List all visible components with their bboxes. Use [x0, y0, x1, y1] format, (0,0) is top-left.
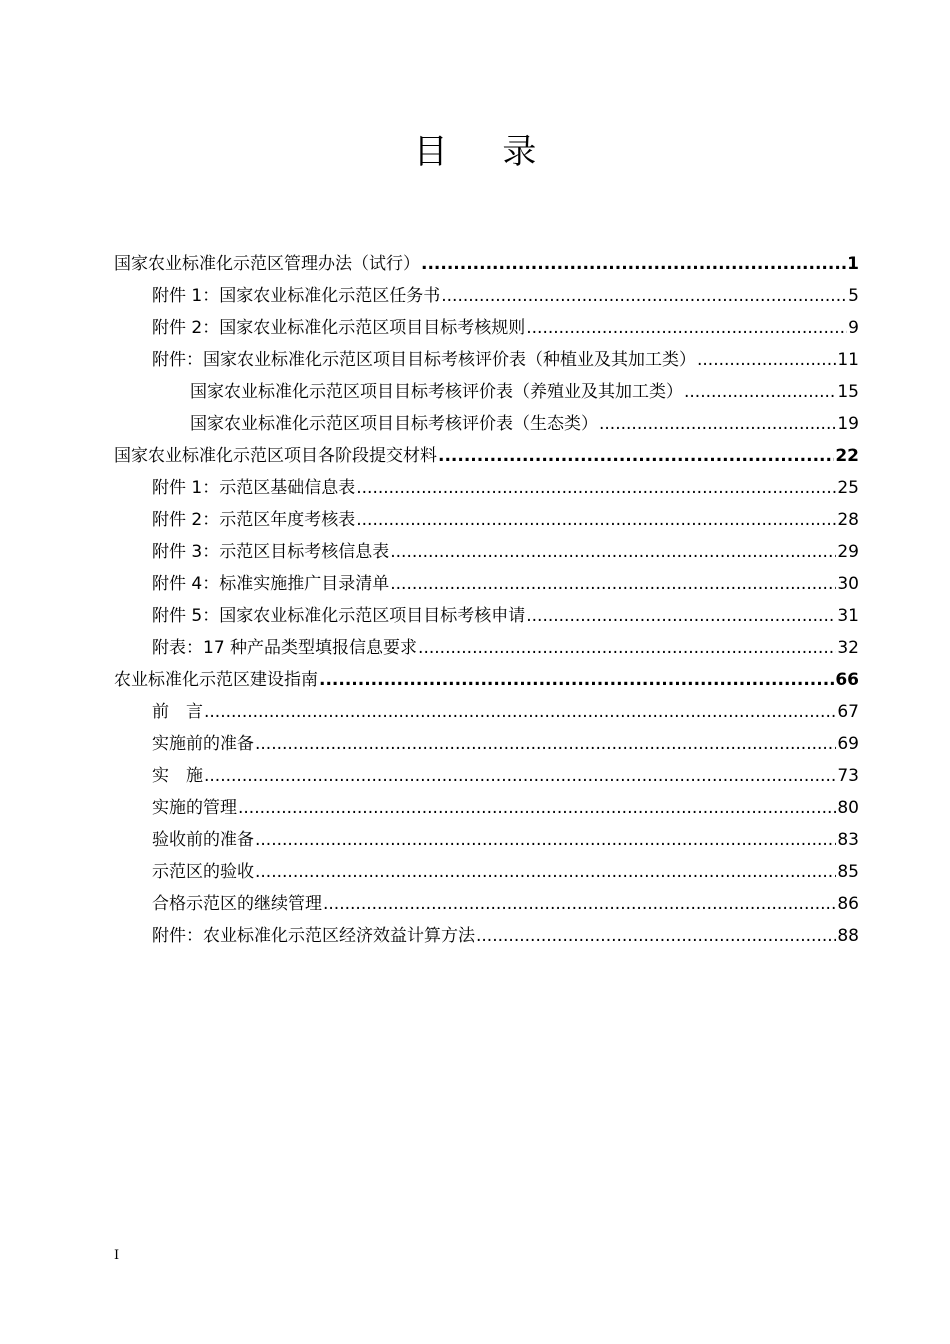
toc-page-number: 31	[837, 606, 859, 626]
toc-leader-dots	[476, 920, 836, 952]
toc-entry-label: 附件 1：示范区基础信息表	[152, 478, 356, 498]
toc-entry[interactable]	[114, 824, 859, 856]
toc-entry[interactable]	[114, 696, 859, 728]
toc-leader-dots	[204, 760, 836, 792]
toc-leader-dots	[238, 792, 836, 824]
toc-leader-dots	[526, 312, 847, 344]
toc-entry-label: 验收前的准备	[152, 830, 254, 850]
toc-entry[interactable]	[114, 440, 859, 472]
toc-entry-label: 实施的管理	[152, 798, 237, 818]
table-of-contents	[114, 248, 859, 952]
toc-page-number: 22	[835, 446, 859, 466]
toc-page-number: 30	[837, 574, 859, 594]
toc-page-number: 11	[837, 350, 859, 370]
toc-leader-dots	[526, 600, 836, 632]
toc-entry-label: 附件 4：标准实施推广目录清单	[152, 574, 390, 594]
toc-page-number: 32	[837, 638, 859, 658]
footer-page-number: I	[114, 1248, 120, 1263]
toc-entry-label: 国家农业标准化示范区项目目标考核评价表（生态类）	[190, 414, 598, 434]
toc-entry-label: 附件 3：示范区目标考核信息表	[152, 542, 390, 562]
toc-entry-label: 附件 5：国家农业标准化示范区项目目标考核申请	[152, 606, 526, 626]
toc-leader-dots	[356, 472, 836, 504]
toc-page-number: 9	[848, 318, 859, 338]
toc-leader-dots	[390, 536, 836, 568]
toc-entry-label: 附件 2：示范区年度考核表	[152, 510, 356, 530]
toc-entry[interactable]	[114, 600, 859, 632]
toc-leader-dots	[255, 856, 836, 888]
toc-leader-dots	[319, 664, 834, 696]
toc-entry[interactable]	[114, 504, 859, 536]
toc-leader-dots	[418, 632, 836, 664]
toc-entry-label: 国家农业标准化示范区项目各阶段提交材料	[114, 446, 437, 466]
toc-entry[interactable]	[114, 760, 859, 792]
toc-page-number: 1	[847, 254, 859, 274]
toc-entry[interactable]	[114, 568, 859, 600]
toc-entry[interactable]	[114, 280, 859, 312]
toc-page-number: 25	[837, 478, 859, 498]
toc-entry[interactable]	[114, 344, 859, 376]
toc-page-number: 29	[837, 542, 859, 562]
toc-page-number: 80	[837, 798, 859, 818]
toc-entry-label: 实 施	[152, 766, 203, 786]
toc-entry[interactable]	[114, 376, 859, 408]
toc-leader-dots	[441, 280, 847, 312]
toc-entry-label: 前 言	[152, 702, 203, 722]
toc-entry-label: 实施前的准备	[152, 734, 254, 754]
toc-page-number: 15	[837, 382, 859, 402]
toc-entry[interactable]	[114, 312, 859, 344]
toc-entry-label: 示范区的验收	[152, 862, 254, 882]
toc-page-number: 88	[837, 926, 859, 946]
toc-leader-dots	[356, 504, 836, 536]
toc-page-number: 83	[837, 830, 859, 850]
toc-entry-label: 附件：国家农业标准化示范区项目目标考核评价表（种植业及其加工类）	[152, 350, 696, 370]
toc-page-number: 28	[837, 510, 859, 530]
toc-page-number: 19	[837, 414, 859, 434]
toc-leader-dots	[323, 888, 836, 920]
toc-entry-label: 国家农业标准化示范区管理办法（试行）	[114, 254, 420, 274]
toc-leader-dots	[599, 408, 836, 440]
toc-entry-label: 国家农业标准化示范区项目目标考核评价表（养殖业及其加工类）	[190, 382, 683, 402]
toc-leader-dots	[255, 824, 836, 856]
toc-entry-label: 附件 2：国家农业标准化示范区项目目标考核规则	[152, 318, 526, 338]
toc-entry[interactable]	[114, 536, 859, 568]
toc-page-number: 86	[837, 894, 859, 914]
toc-page-number: 67	[837, 702, 859, 722]
toc-entry-label: 合格示范区的继续管理	[152, 894, 322, 914]
toc-page-number: 5	[848, 286, 859, 306]
toc-leader-dots	[390, 568, 836, 600]
toc-leader-dots	[438, 440, 834, 472]
toc-entry-label: 附表：17 种产品类型填报信息要求	[152, 638, 418, 658]
toc-leader-dots	[255, 728, 836, 760]
toc-entry[interactable]	[114, 664, 859, 696]
toc-entry[interactable]	[114, 728, 859, 760]
toc-entry[interactable]	[114, 248, 859, 280]
toc-entry[interactable]	[114, 856, 859, 888]
toc-entry[interactable]	[114, 408, 859, 440]
toc-entry[interactable]	[114, 792, 859, 824]
toc-leader-dots	[684, 376, 836, 408]
toc-page-number: 69	[837, 734, 859, 754]
toc-page-number: 85	[837, 862, 859, 882]
toc-entry[interactable]	[114, 632, 859, 664]
toc-entry[interactable]	[114, 472, 859, 504]
toc-entry-label: 附件：农业标准化示范区经济效益计算方法	[152, 926, 475, 946]
toc-entry[interactable]	[114, 888, 859, 920]
toc-entry-label: 附件 1：国家农业标准化示范区任务书	[152, 286, 441, 306]
page-title: 目 录	[413, 132, 559, 172]
toc-leader-dots	[421, 248, 846, 280]
toc-entry-label: 农业标准化示范区建设指南	[114, 670, 318, 690]
toc-page-number: 73	[837, 766, 859, 786]
toc-page-number: 66	[835, 670, 859, 690]
toc-leader-dots	[204, 696, 836, 728]
toc-leader-dots	[697, 344, 836, 376]
toc-entry[interactable]	[114, 920, 859, 952]
